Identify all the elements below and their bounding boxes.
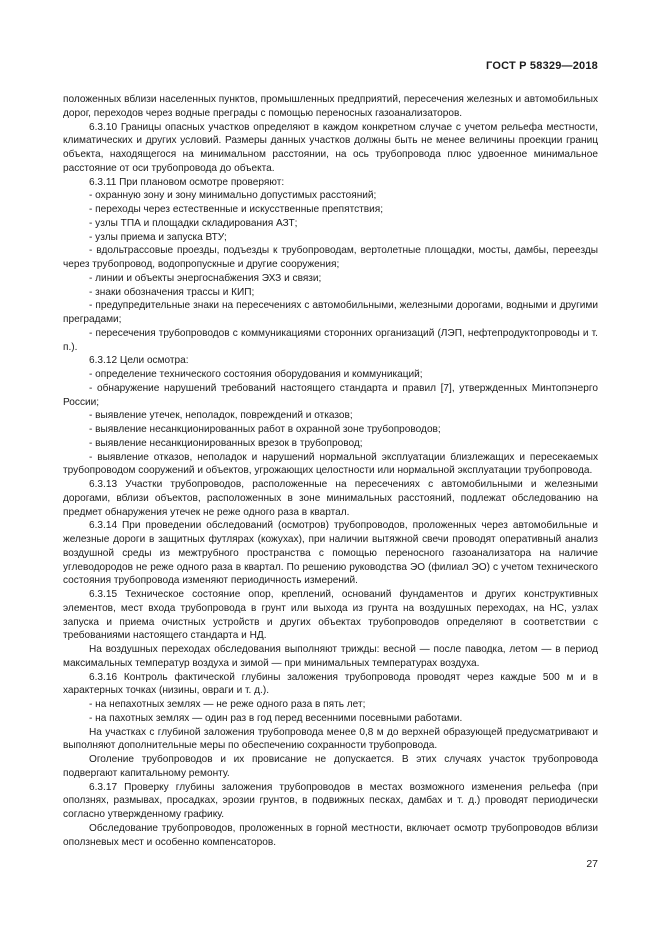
paragraph: 6.3.11 При плановом осмотре проверяют: bbox=[89, 176, 285, 188]
paragraph: - линии и объекты энергоснабжения ЭХЗ и связи; bbox=[89, 272, 322, 284]
paragraph: На участках с глубиной заложения трубопровода менее 0,8 м до верхней образующей предусматривают и выполняют дополнительные меры по обеспечению сохранности трубопровода. bbox=[63, 726, 598, 752]
paragraph: - выявление отказов, неполадок и нарушений нормальной эксплуатации близлежащих и пересекаемых трубопроводом сооружений и объектов, угрожающих целостности или нормальной эксплуатации трубопровода. bbox=[63, 451, 598, 477]
paragraph: - выявление утечек, неполадок, повреждений и отказов; bbox=[89, 410, 353, 422]
paragraph: 6.3.15 Техническое состояние опор, креплений, оснований фундаментов и других конструктивных элементов, мест входа трубопровода в грунт или выхода из грунта на воздушных переходах, на НС, узлах запуска и приема очистных устройств и других объектах трубопроводов определяют в соответствии с требованиями настоящего стандарта и НД. bbox=[63, 589, 598, 642]
paragraph: - выявление несанкционированных врезок в трубопровод; bbox=[89, 437, 363, 449]
paragraph: - охранную зону и зону минимально допустимых расстояний; bbox=[89, 190, 377, 202]
paragraph: - предупредительные знаки на пересечениях с автомобильными, железными дорогами, водными и другими преградами; bbox=[63, 300, 598, 325]
paragraph: Обследование трубопроводов, проложенных в горной местности, включает осмотр трубопроводов вблизи оползневых мест и особенно компенсаторов. bbox=[63, 822, 598, 848]
paragraph: 6.3.13 Участки трубопроводов, расположенные на пересечениях с автомобильными и железными дорогами, вблизи объектов, расположенных в зоне минимальных расстояний, подлежат обследованию на предмет обнаружения утечек не реже одного раза в квартал. bbox=[63, 479, 598, 518]
paragraph: - определение технического состояния оборудования и коммуникаций; bbox=[89, 369, 423, 380]
paragraph: - на пахотных землях — один раз в год перед весенними посевными работами. bbox=[89, 712, 463, 724]
paragraph: 6.3.16 Контроль фактической глубины заложения трубопровода проводят через каждые 500 м и в характерных точках (низины, овраги и т. д.). bbox=[63, 671, 598, 697]
paragraph: - выявление несанкционированных работ в охранной зоне трубопроводов; bbox=[89, 424, 441, 435]
paragraph: 6.3.12 Цели осмотра: bbox=[89, 355, 189, 367]
paragraph: Оголение трубопроводов и их провисание не допускается. В этих случаях участок трубопровода подвергают капитальному ремонту. bbox=[63, 754, 598, 779]
paragraph: - знаки обозначения трассы и КИП; bbox=[89, 286, 255, 298]
paragraph: - переходы через естественные и искусственные препятствия; bbox=[89, 204, 384, 215]
paragraph: 6.3.17 Проверку глубины заложения трубопроводов в местах возможного изменения рельефа (при оползнях, размывах, просадках, эрозии грунтов, в подвижных песках, дамбах и т. д.) проводят периодически согласно утвержденному графику. bbox=[63, 781, 598, 820]
document-body bbox=[63, 93, 598, 849]
paragraph: положенных вблизи населенных пунктов, промышленных предприятий, пересечения железных и автомобильных дорог, переходов через водные преграды с помощью переносных газоанализаторов. bbox=[63, 94, 598, 119]
paragraph: - обнаружение нарушений требований настоящего стандарта и правил [7], утвержденных Минтопэнерго России; bbox=[63, 382, 598, 408]
paragraph: - пересечения трубопроводов с коммуникациями сторонних организаций (ЛЭП, нефтепродуктопроводы и т. п.). bbox=[63, 327, 598, 353]
paragraph: - на непахотных землях — не реже одного раза в пять лет; bbox=[89, 699, 366, 710]
document-code: ГОСТ Р 58329—2018 bbox=[486, 60, 598, 72]
page-number: 27 bbox=[586, 858, 598, 870]
paragraph: - вдольтрассовые проезды, подъезды к трубопроводам, вертолетные площадки, мосты, дамбы, переезды через трубопровод, водопропускные и другие сооружения; bbox=[63, 245, 598, 270]
paragraph: 6.3.14 При проведении обследований (осмотров) трубопроводов, проложенных через автомобильные и железные дороги в защитных футлярах (кожухах), при наличии вытяжной свечи проводят оперативный анализ воздушной среды из межтрубного пространства с помощью переносного газоанализатора на наличие углеводородов не реже одного раза в квартал. По решению руководства ЭО (филиал ЭО) с учетом технического состояния трубопровода изменяют периодичность измерений. bbox=[63, 520, 598, 587]
paragraph: На воздушных переходах обследования выполняют трижды: весной — после паводка, летом — в период максимальных температур воздуха и зимой — при минимальных температурах воздуха. bbox=[63, 644, 598, 669]
paragraph: - узлы ТПА и площадки складирования АЗТ; bbox=[89, 217, 298, 229]
paragraph: - узлы приема и запуска ВТУ; bbox=[89, 231, 227, 243]
paragraph: 6.3.10 Границы опасных участков определяют в каждом конкретном случае с учетом рельефа местности, климатических и других условий. Размеры данных участков должны быть не менее величины проекции границ объекта, находящегося на минимальном расстоянии, на ось трубопровода плюс удвоенное минимальное расстояние от оси трубопровода до объекта. bbox=[63, 121, 598, 174]
